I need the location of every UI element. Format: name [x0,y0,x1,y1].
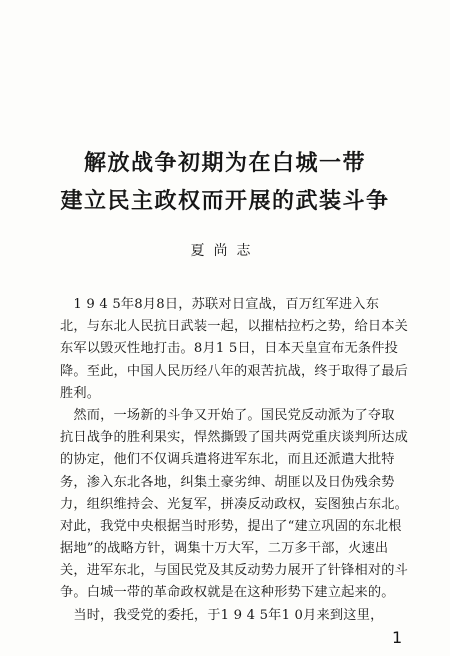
title-line-1: 解放战争初期为在白城一带 [83,150,366,176]
author-name: 夏尚志 [190,243,260,259]
page-number: 1 [392,628,403,647]
body-line: 力，组织维持会、光复军，拼凑反动政权，妄图独占东北。 [60,496,409,512]
body-line: 降。至此，中国人民历经八年的艰苦抗战，终于取得了最后 [60,363,409,379]
body-line: 胜利。 [60,385,101,401]
body-line: 的协定，他们不仅调兵遣将进军东北，而且还派遣大批特 [60,452,395,468]
body-line: 关，进军东北，与国民党及其反动势力展开了针锋相对的斗 [60,563,409,579]
body-line: 务，渗入东北各地，纠集土豪劣绅、胡匪以及日伪残余势 [60,474,395,490]
body-line: 当时，我受党的委托，于1 9 4 5年1 0月来到这里， [60,607,384,623]
body-line: 据地”的战略方针，调集十万大军，二万多干部，火速出 [60,541,389,557]
body-line: 北，与东北人民抗日武装一起，以摧枯拉朽之势，给日本关 [60,319,409,335]
body-line: 东军以毁灭性地打击。8月1 5日，日本天皇宣布无条件投 [60,341,399,357]
body-line: 对此，我党中央根据当时形势，提出了“建立巩固的东北根 [60,518,402,534]
body-line: 争。白城一带的革命政权就是在这种形势下建立起来的。 [60,585,395,601]
body-line: 抗日战争的胜利果实，悍然撕毁了国共两党重庆谈判所达成 [60,430,409,446]
title-line-2: 建立民主政权而开展的武装斗争 [60,188,390,214]
body-line: 然而，一场新的斗争又开始了。国民党反动派为了夺取 [60,407,395,423]
body-text [60,294,448,627]
body-line: 1 9 4 5年8月8日，苏联对日宣战，百万红军进入东 [60,297,380,312]
